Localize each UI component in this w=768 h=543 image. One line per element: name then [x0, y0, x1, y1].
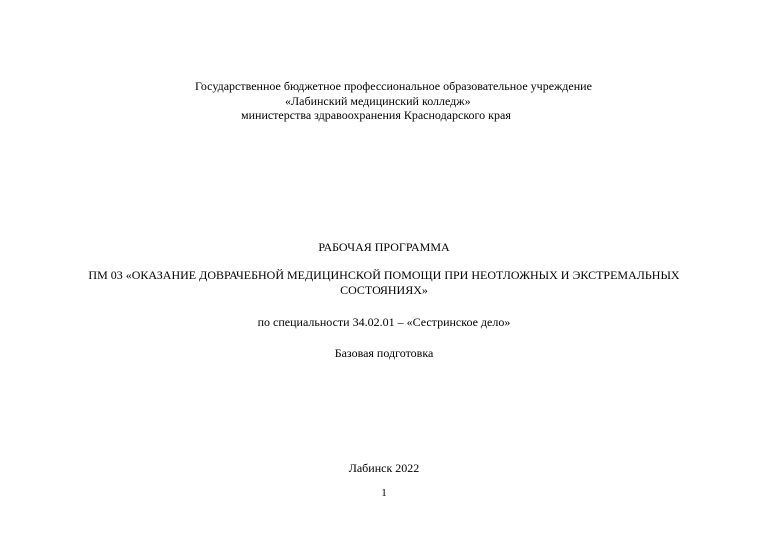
institution-name-line3: министерства здравоохранения Краснодарского края — [241, 108, 511, 122]
training-level: Базовая подготовка — [334, 346, 434, 360]
city-year: Лабинск 2022 — [348, 461, 420, 475]
document-type-title: РАБОЧАЯ ПРОГРАММА — [318, 240, 450, 254]
module-title-line1: ПМ 03 «ОКАЗАНИЕ ДОВРАЧЕБНОЙ МЕДИЦИНСКОЙ ПОМОЩИ ПРИ НЕОТЛОЖНЫХ И ЭКСТРЕМАЛЬНЫХ — [88, 268, 680, 282]
institution-name-line1: Государственное бюджетное профессиональное образовательное учреждение — [195, 79, 592, 93]
module-title-line2: СОСТОЯНИЯХ» — [340, 283, 428, 297]
institution-name-line2: «Лабинский медицинский колледж» — [285, 94, 471, 108]
specialty-line: по специальности 34.02.01 – «Сестринское дело» — [257, 315, 511, 329]
page-number: 1 — [381, 487, 387, 499]
